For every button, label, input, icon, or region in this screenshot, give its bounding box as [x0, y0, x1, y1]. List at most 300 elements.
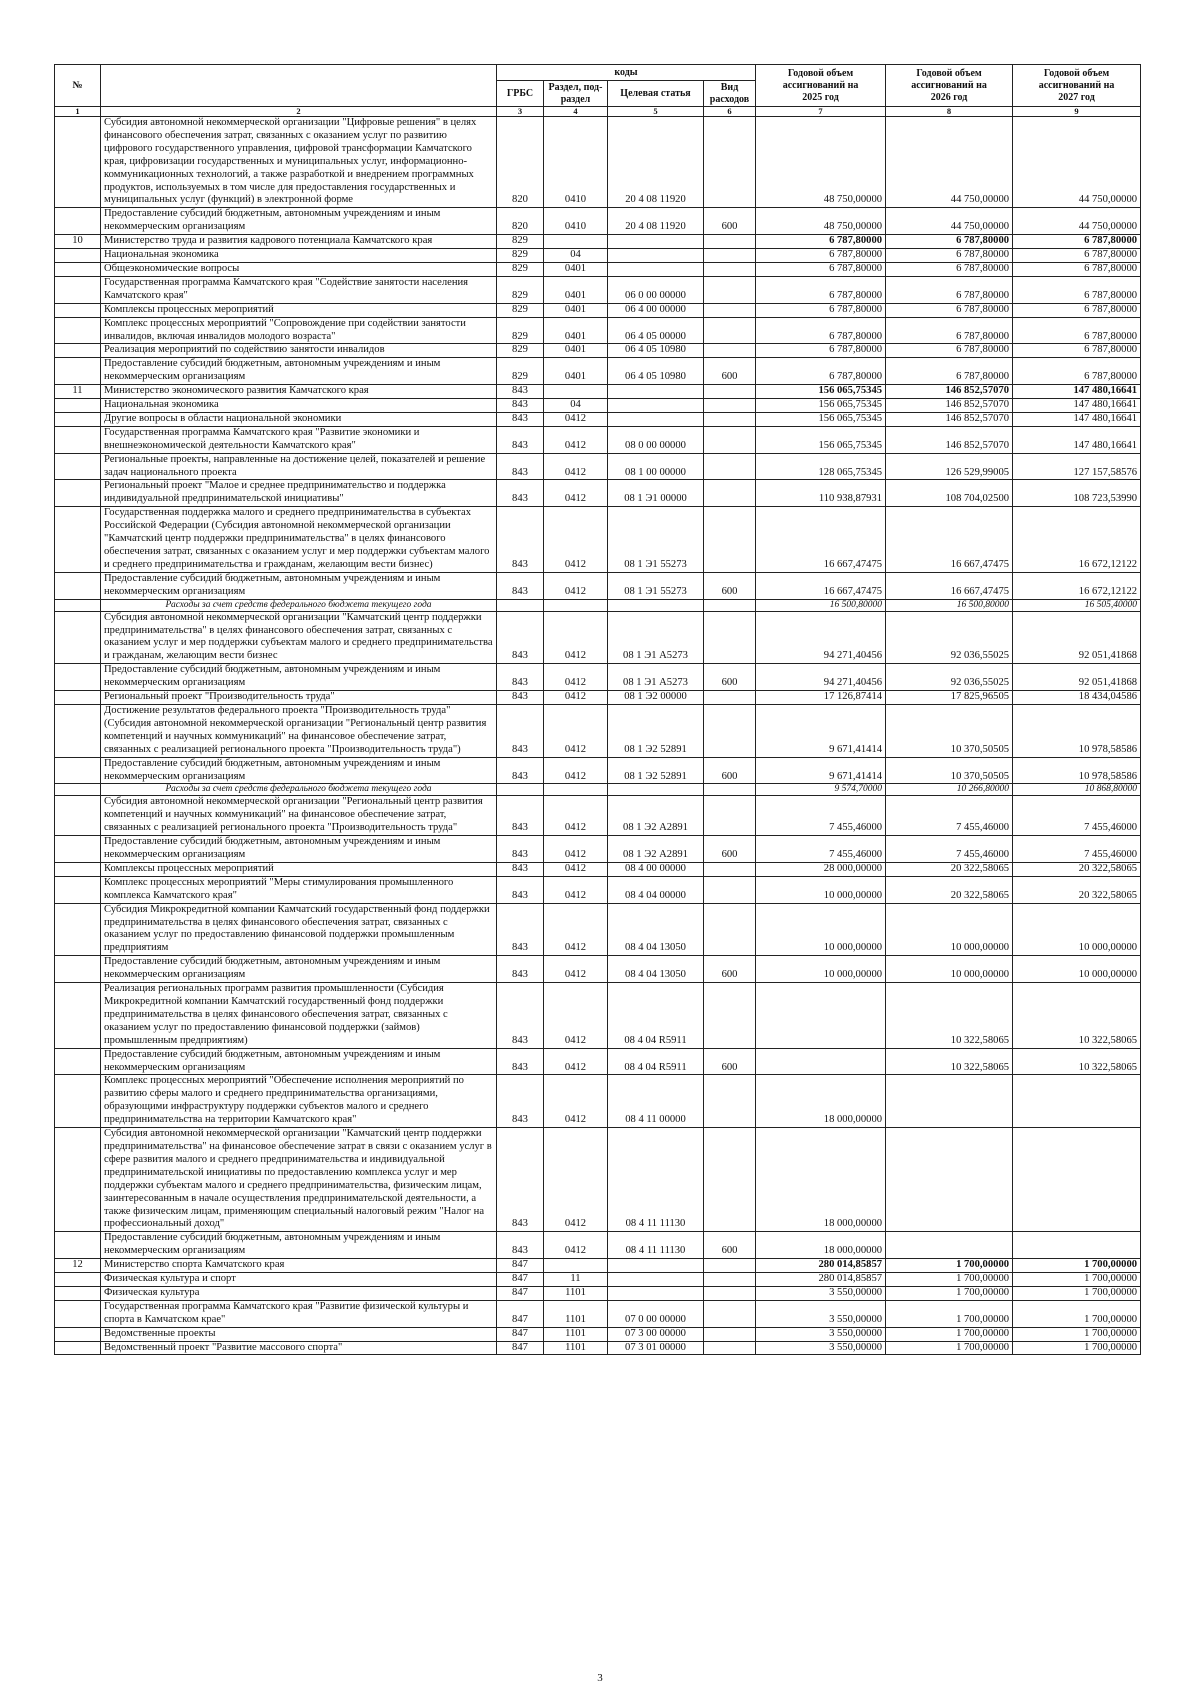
row-grbs: 843 [497, 956, 544, 983]
row-amount-2026: 10 322,58065 [886, 1048, 1013, 1075]
row-amount-2026: 92 036,55025 [886, 664, 1013, 691]
row-amount-2025: 16 500,80000 [756, 599, 886, 611]
row-target-article: 08 4 04 00000 [608, 876, 704, 903]
row-name: Другие вопросы в области национальной экономики [101, 412, 497, 426]
row-expense-type [704, 412, 756, 426]
row-section: 0401 [544, 317, 608, 344]
row-amount-2026: 6 787,80000 [886, 276, 1013, 303]
row-amount-2027: 6 787,80000 [1013, 358, 1141, 385]
table-header [55, 65, 1141, 117]
row-amount-2027: 10 978,58586 [1013, 757, 1141, 784]
row-amount-2027: 6 787,80000 [1013, 235, 1141, 249]
row-target-article [608, 385, 704, 399]
row-amount-2027: 92 051,41868 [1013, 664, 1141, 691]
row-target-article: 06 4 05 10980 [608, 358, 704, 385]
row-name: Достижение результатов федерального проекта "Производительность труда" (Субсидия автономной некоммерческой организации "Региональный центр развития компетенций и научных коммуникаций" на финансовое обеспечение затрат, связанных с реализацией регионального проекта "Производительность труда") [101, 704, 497, 757]
row-target-article: 08 1 Э2 А2891 [608, 796, 704, 836]
row-number [55, 572, 101, 599]
row-number [55, 704, 101, 757]
row-name: Региональный проект "Малое и среднее предпринимательство и поддержка индивидуальной предпринимательской инициативы" [101, 480, 497, 507]
row-target-article: 08 1 Э1 55273 [608, 572, 704, 599]
row-amount-2026: 10 266,80000 [886, 784, 1013, 796]
row-amount-2027: 108 723,53990 [1013, 480, 1141, 507]
table-row [55, 412, 1141, 426]
row-name: Реализация региональных программ развития промышленности (Субсидия Микрокредитной компании Камчатский государственный фонд поддержки предпринимательства в целях финансового обеспечения затрат, связанных с оказанием услуг по предоставлению финансовой поддержки (займов) промышленным предприятиям) [101, 983, 497, 1049]
row-target-article: 08 1 Э2 52891 [608, 704, 704, 757]
row-amount-2025: 3 550,00000 [756, 1327, 886, 1341]
row-amount-2027: 10 000,00000 [1013, 956, 1141, 983]
row-target-article: 08 1 Э2 52891 [608, 757, 704, 784]
row-amount-2027: 6 787,80000 [1013, 317, 1141, 344]
row-amount-2027: 16 672,12122 [1013, 507, 1141, 573]
row-grbs: 847 [497, 1327, 544, 1341]
row-name: Предоставление субсидий бюджетным, автономным учреждениям и иным некоммерческим организациям [101, 757, 497, 784]
header-name-blank [101, 65, 497, 107]
row-target-article: 08 1 Э1 55273 [608, 507, 704, 573]
row-grbs: 843 [497, 903, 544, 956]
row-amount-2025: 9 671,41414 [756, 704, 886, 757]
row-target-article: 06 0 00 00000 [608, 276, 704, 303]
row-expense-type [704, 399, 756, 413]
row-section [544, 599, 608, 611]
row-number [55, 1128, 101, 1232]
row-name: Министерство спорта Камчатского края [101, 1259, 497, 1273]
row-amount-2025: 6 787,80000 [756, 317, 886, 344]
row-grbs: 843 [497, 757, 544, 784]
row-amount-2026: 7 455,46000 [886, 836, 1013, 863]
row-grbs: 847 [497, 1273, 544, 1287]
table-body [55, 117, 1141, 1355]
row-amount-2027: 16 505,40000 [1013, 599, 1141, 611]
table-row [55, 1341, 1141, 1355]
row-section: 1101 [544, 1341, 608, 1355]
row-name: Предоставление субсидий бюджетным, автономным учреждениям и иным некоммерческим организациям [101, 836, 497, 863]
table-row [55, 611, 1141, 664]
row-amount-2025: 110 938,87931 [756, 480, 886, 507]
row-name: Министерство экономического развития Камчатского края [101, 385, 497, 399]
row-amount-2026: 6 787,80000 [886, 317, 1013, 344]
row-amount-2025: 94 271,40456 [756, 664, 886, 691]
row-target-article: 08 4 11 00000 [608, 1075, 704, 1128]
row-section: 0412 [544, 572, 608, 599]
row-amount-2027: 6 787,80000 [1013, 303, 1141, 317]
row-expense-type [704, 235, 756, 249]
row-section: 0412 [544, 1048, 608, 1075]
row-grbs: 829 [497, 344, 544, 358]
row-amount-2025: 156 065,75345 [756, 385, 886, 399]
row-expense-type [704, 983, 756, 1049]
row-section [544, 235, 608, 249]
row-name: Комплекс процессных мероприятий "Меры стимулирования промышленного комплекса Камчатского края" [101, 876, 497, 903]
row-number [55, 599, 101, 611]
row-grbs: 847 [497, 1286, 544, 1300]
row-expense-type [704, 507, 756, 573]
row-amount-2027: 6 787,80000 [1013, 262, 1141, 276]
row-grbs: 843 [497, 1048, 544, 1075]
row-name: Предоставление субсидий бюджетным, автономным учреждениям и иным некоммерческим организациям [101, 208, 497, 235]
row-name: Региональные проекты, направленные на достижение целей, показателей и решение задач национального проекта [101, 453, 497, 480]
row-expense-type [704, 117, 756, 208]
row-amount-2026: 146 852,57070 [886, 385, 1013, 399]
header-codes: коды [497, 65, 756, 81]
table-row [55, 480, 1141, 507]
row-section: 0412 [544, 611, 608, 664]
row-amount-2027: 1 700,00000 [1013, 1273, 1141, 1287]
row-section: 11 [544, 1273, 608, 1287]
row-amount-2027: 1 700,00000 [1013, 1259, 1141, 1273]
row-expense-type: 600 [704, 208, 756, 235]
row-amount-2026: 44 750,00000 [886, 117, 1013, 208]
row-amount-2027 [1013, 1075, 1141, 1128]
header-2026: Годовой объем ассигнований на 2026 год [886, 65, 1013, 107]
row-name: Комплекс процессных мероприятий "Сопровождение при содействии занятости инвалидов, включая инвалидов молодого возраста" [101, 317, 497, 344]
row-grbs: 843 [497, 507, 544, 573]
row-amount-2025: 17 126,87414 [756, 691, 886, 705]
row-name: Министерство труда и развития кадрового потенциала Камчатского края [101, 235, 497, 249]
row-grbs: 843 [497, 1128, 544, 1232]
row-amount-2025: 16 667,47475 [756, 507, 886, 573]
row-grbs: 843 [497, 876, 544, 903]
header-2027: Годовой объем ассигнований на 2027 год [1013, 65, 1141, 107]
row-grbs: 843 [497, 572, 544, 599]
row-expense-type: 600 [704, 572, 756, 599]
row-expense-type [704, 344, 756, 358]
table-row [55, 903, 1141, 956]
row-number [55, 983, 101, 1049]
row-name: Общеэкономические вопросы [101, 262, 497, 276]
row-name: Расходы за счет средств федерального бюджета текущего года [101, 599, 497, 611]
row-amount-2026 [886, 1128, 1013, 1232]
row-number [55, 757, 101, 784]
row-amount-2027: 6 787,80000 [1013, 276, 1141, 303]
row-grbs: 820 [497, 208, 544, 235]
row-amount-2026 [886, 1075, 1013, 1128]
row-expense-type [704, 876, 756, 903]
row-grbs: 829 [497, 358, 544, 385]
table-row [55, 862, 1141, 876]
table-row [55, 317, 1141, 344]
row-number [55, 691, 101, 705]
table-row [55, 796, 1141, 836]
row-section: 1101 [544, 1327, 608, 1341]
row-target-article: 20 4 08 11920 [608, 117, 704, 208]
row-number: 10 [55, 235, 101, 249]
row-expense-type: 600 [704, 956, 756, 983]
row-name: Региональный проект "Производительность труда" [101, 691, 497, 705]
row-amount-2027: 10 000,00000 [1013, 903, 1141, 956]
table-row [55, 303, 1141, 317]
row-grbs: 843 [497, 385, 544, 399]
row-amount-2025 [756, 983, 886, 1049]
row-amount-2027: 147 480,16641 [1013, 399, 1141, 413]
row-number [55, 796, 101, 836]
row-number [55, 303, 101, 317]
row-number [55, 903, 101, 956]
row-amount-2025 [756, 1048, 886, 1075]
row-expense-type [704, 862, 756, 876]
row-number [55, 412, 101, 426]
row-expense-type [704, 480, 756, 507]
row-expense-type [704, 1286, 756, 1300]
row-amount-2025: 10 000,00000 [756, 903, 886, 956]
row-amount-2025: 18 000,00000 [756, 1232, 886, 1259]
row-number [55, 249, 101, 263]
row-number [55, 1341, 101, 1355]
row-amount-2025: 6 787,80000 [756, 235, 886, 249]
row-expense-type [704, 1075, 756, 1128]
row-target-article: 08 4 00 00000 [608, 862, 704, 876]
row-name: Физическая культура [101, 1286, 497, 1300]
table-row [55, 1048, 1141, 1075]
table-row [55, 1259, 1141, 1273]
row-amount-2026: 10 000,00000 [886, 956, 1013, 983]
header-number: № [55, 65, 101, 107]
row-target-article: 08 4 04 13050 [608, 903, 704, 956]
row-amount-2025: 16 667,47475 [756, 572, 886, 599]
table-row [55, 453, 1141, 480]
budget-sheet [54, 64, 1140, 1355]
table-row [55, 664, 1141, 691]
row-grbs: 829 [497, 262, 544, 276]
row-amount-2027: 10 978,58586 [1013, 704, 1141, 757]
row-name: Комплексы процессных мероприятий [101, 303, 497, 317]
row-expense-type [704, 611, 756, 664]
row-amount-2026: 10 000,00000 [886, 903, 1013, 956]
row-section: 0412 [544, 757, 608, 784]
row-section: 1101 [544, 1286, 608, 1300]
row-amount-2025: 128 065,75345 [756, 453, 886, 480]
header-section: Раздел, под- раздел [544, 81, 608, 107]
row-amount-2025: 3 550,00000 [756, 1286, 886, 1300]
row-amount-2027 [1013, 1128, 1141, 1232]
row-target-article: 08 1 Э1 00000 [608, 480, 704, 507]
row-amount-2025: 6 787,80000 [756, 344, 886, 358]
table-row [55, 1075, 1141, 1128]
row-section: 0412 [544, 836, 608, 863]
row-expense-type [704, 249, 756, 263]
row-grbs: 843 [497, 983, 544, 1049]
column-index: 6 [704, 107, 756, 117]
row-amount-2027: 1 700,00000 [1013, 1286, 1141, 1300]
row-number [55, 208, 101, 235]
header-expense-type: Вид расходов [704, 81, 756, 107]
row-expense-type [704, 262, 756, 276]
row-grbs: 847 [497, 1341, 544, 1355]
table-row [55, 276, 1141, 303]
row-name: Предоставление субсидий бюджетным, автономным учреждениям и иным некоммерческим организациям [101, 1232, 497, 1259]
header-grbs: ГРБС [497, 81, 544, 107]
row-amount-2026: 1 700,00000 [886, 1341, 1013, 1355]
row-target-article: 08 4 04 13050 [608, 956, 704, 983]
row-amount-2026: 44 750,00000 [886, 208, 1013, 235]
row-amount-2026: 1 700,00000 [886, 1273, 1013, 1287]
row-grbs: 843 [497, 426, 544, 453]
row-section: 0412 [544, 983, 608, 1049]
row-expense-type: 600 [704, 358, 756, 385]
row-name: Субсидия автономной некоммерческой организации "Региональный центр развития компетенций и научных коммуникаций" на финансовое обеспечение затрат, связанных с реализацией регионального проекта "Производительность труда" [101, 796, 497, 836]
row-grbs: 843 [497, 399, 544, 413]
row-amount-2027: 6 787,80000 [1013, 344, 1141, 358]
column-index: 3 [497, 107, 544, 117]
row-grbs: 829 [497, 235, 544, 249]
row-target-article: 08 1 Э2 А2891 [608, 836, 704, 863]
row-amount-2027: 44 750,00000 [1013, 208, 1141, 235]
row-target-article [608, 1259, 704, 1273]
column-index: 7 [756, 107, 886, 117]
row-section: 0412 [544, 453, 608, 480]
row-section: 0401 [544, 344, 608, 358]
row-target-article [608, 412, 704, 426]
row-expense-type [704, 903, 756, 956]
row-section: 0412 [544, 664, 608, 691]
row-amount-2026: 10 370,50505 [886, 704, 1013, 757]
row-name: Субсидия автономной некоммерческой организации "Цифровые решения" в целях финансового обеспечения затрат, связанных с оказанием услуг по развитию цифрового государственного управления, цифровой трансформации Камчатского края, цифровизации государственных и муниципальных услуг, информационно-коммуникационных технологий, а также разработкой и внедрением программных продуктов, используемых в том числе для предоставления государственных и муниципальных услуг (функций) в электронной форме [101, 117, 497, 208]
header-target: Целевая статья [608, 81, 704, 107]
row-target-article [608, 1286, 704, 1300]
row-section: 04 [544, 249, 608, 263]
row-name: Государственная программа Камчатского края "Развитие физической культуры и спорта в Камчатском крае" [101, 1300, 497, 1327]
row-amount-2027 [1013, 1232, 1141, 1259]
row-grbs: 843 [497, 611, 544, 664]
row-number [55, 507, 101, 573]
row-grbs: 829 [497, 249, 544, 263]
column-index: 8 [886, 107, 1013, 117]
row-section: 0412 [544, 507, 608, 573]
table-row [55, 572, 1141, 599]
row-section: 0412 [544, 862, 608, 876]
column-index: 9 [1013, 107, 1141, 117]
row-number [55, 664, 101, 691]
row-target-article: 08 1 Э2 00000 [608, 691, 704, 705]
row-section [544, 1259, 608, 1273]
row-grbs: 843 [497, 836, 544, 863]
column-index-row [55, 107, 1141, 117]
row-amount-2025: 10 000,00000 [756, 876, 886, 903]
table-row [55, 385, 1141, 399]
federal-budget-row [55, 784, 1141, 796]
row-section: 0412 [544, 1128, 608, 1232]
row-expense-type [704, 1327, 756, 1341]
row-amount-2026: 6 787,80000 [886, 235, 1013, 249]
row-amount-2026: 16 500,80000 [886, 599, 1013, 611]
row-amount-2026: 92 036,55025 [886, 611, 1013, 664]
row-section: 0412 [544, 903, 608, 956]
row-target-article: 08 0 00 00000 [608, 426, 704, 453]
row-amount-2027: 20 322,58065 [1013, 876, 1141, 903]
row-grbs: 843 [497, 704, 544, 757]
table-row [55, 1300, 1141, 1327]
row-grbs: 843 [497, 480, 544, 507]
row-amount-2025: 156 065,75345 [756, 412, 886, 426]
row-amount-2026: 126 529,99005 [886, 453, 1013, 480]
row-name: Предоставление субсидий бюджетным, автономным учреждениям и иным некоммерческим организациям [101, 956, 497, 983]
row-grbs: 843 [497, 796, 544, 836]
table-row [55, 249, 1141, 263]
row-amount-2025: 28 000,00000 [756, 862, 886, 876]
table-row [55, 358, 1141, 385]
row-target-article: 07 3 01 00000 [608, 1341, 704, 1355]
row-number [55, 611, 101, 664]
row-target-article: 08 4 11 11130 [608, 1232, 704, 1259]
row-target-article: 06 4 05 10980 [608, 344, 704, 358]
row-expense-type: 600 [704, 1048, 756, 1075]
table-row [55, 956, 1141, 983]
row-number [55, 276, 101, 303]
table-row [55, 117, 1141, 208]
row-name: Комплексы процессных мероприятий [101, 862, 497, 876]
row-grbs: 820 [497, 117, 544, 208]
row-grbs: 847 [497, 1259, 544, 1273]
row-number [55, 1075, 101, 1128]
row-amount-2026: 6 787,80000 [886, 344, 1013, 358]
row-number: 11 [55, 385, 101, 399]
row-amount-2027: 92 051,41868 [1013, 611, 1141, 664]
federal-budget-row [55, 599, 1141, 611]
row-amount-2027: 147 480,16641 [1013, 412, 1141, 426]
row-grbs: 843 [497, 1232, 544, 1259]
row-expense-type [704, 276, 756, 303]
row-amount-2026: 17 825,96505 [886, 691, 1013, 705]
row-section: 0412 [544, 412, 608, 426]
row-section: 0412 [544, 426, 608, 453]
row-amount-2027: 6 787,80000 [1013, 249, 1141, 263]
row-target-article: 08 4 04 R5911 [608, 983, 704, 1049]
row-number [55, 1232, 101, 1259]
row-amount-2026: 146 852,57070 [886, 399, 1013, 413]
row-expense-type: 600 [704, 836, 756, 863]
column-index: 1 [55, 107, 101, 117]
row-amount-2027: 10 322,58065 [1013, 1048, 1141, 1075]
row-target-article: 08 4 04 R5911 [608, 1048, 704, 1075]
row-number [55, 876, 101, 903]
row-target-article: 08 1 Э1 А5273 [608, 611, 704, 664]
row-target-article: 08 1 00 00000 [608, 453, 704, 480]
row-grbs: 847 [497, 1300, 544, 1327]
row-expense-type: 600 [704, 1232, 756, 1259]
row-expense-type [704, 796, 756, 836]
row-amount-2025: 3 550,00000 [756, 1341, 886, 1355]
row-grbs: 829 [497, 276, 544, 303]
row-amount-2025: 9 574,70000 [756, 784, 886, 796]
row-amount-2025: 48 750,00000 [756, 208, 886, 235]
row-number [55, 317, 101, 344]
row-amount-2025: 18 000,00000 [756, 1128, 886, 1232]
row-expense-type [704, 303, 756, 317]
row-section: 0412 [544, 704, 608, 757]
row-grbs: 843 [497, 412, 544, 426]
row-amount-2026: 1 700,00000 [886, 1300, 1013, 1327]
table-row [55, 1273, 1141, 1287]
row-section: 0412 [544, 480, 608, 507]
row-amount-2027: 7 455,46000 [1013, 796, 1141, 836]
row-expense-type [704, 317, 756, 344]
row-expense-type [704, 784, 756, 796]
page-number: 3 [597, 1672, 603, 1684]
table-row [55, 262, 1141, 276]
row-target-article: 07 3 00 00000 [608, 1327, 704, 1341]
row-number [55, 426, 101, 453]
row-target-article: 06 4 05 00000 [608, 317, 704, 344]
row-number [55, 1300, 101, 1327]
row-amount-2027: 7 455,46000 [1013, 836, 1141, 863]
row-number [55, 358, 101, 385]
table-row [55, 399, 1141, 413]
row-amount-2026: 16 667,47475 [886, 572, 1013, 599]
row-amount-2026: 146 852,57070 [886, 412, 1013, 426]
row-amount-2026: 16 667,47475 [886, 507, 1013, 573]
row-number: 12 [55, 1259, 101, 1273]
row-amount-2027: 1 700,00000 [1013, 1300, 1141, 1327]
